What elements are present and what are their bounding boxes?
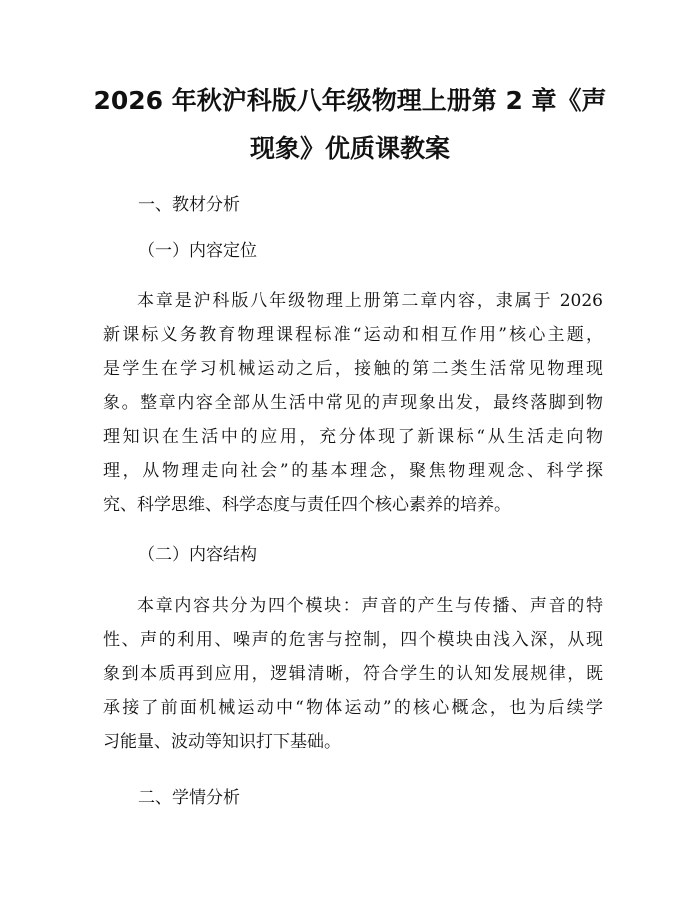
paragraph-line: 本章内容共分为四个模块：声音的产生与传播、声音的特 bbox=[137, 596, 603, 616]
document-title-line-2: 现象》优质课教案 bbox=[249, 134, 450, 163]
document-title-line-1: 2026 年秋沪科版八年级物理上册第 2 章《声 bbox=[93, 86, 607, 115]
subsection-heading-content-positioning: （一）内容定位 bbox=[138, 241, 257, 261]
paragraph-line: 象到本质再到应用，逻辑清晰，符合学生的认知发展规律，既 bbox=[103, 664, 603, 684]
paragraph-line: 性、声的利用、噪声的危害与控制，四个模块由浅入深，从现 bbox=[103, 630, 603, 650]
paragraph-line: 象。整章内容全部从生活中常见的声现象出发，最终落脚到物 bbox=[103, 393, 603, 413]
subsection-heading-content-structure: （二）内容结构 bbox=[138, 545, 257, 565]
paragraph-line: 新课标义务教育物理课程标准“运动和相互作用”核心主题， bbox=[103, 325, 603, 345]
paragraph-line: 理，从物理走向社会”的基本理念，聚焦物理观念、科学探 bbox=[103, 461, 603, 481]
paragraph-line: 承接了前面机械运动中“物体运动”的核心概念，也为后续学 bbox=[103, 698, 603, 718]
paragraph-content-structure bbox=[103, 595, 603, 765]
paragraph-line: 是学生在学习机械运动之后，接触的第二类生活常见物理现 bbox=[103, 359, 603, 379]
paragraph-line: 习能量、波动等知识打下基础。 bbox=[103, 732, 341, 752]
paragraph-content-positioning bbox=[103, 290, 603, 528]
paragraph-line: 理知识在生活中的应用，充分体现了新课标“从生活走向物 bbox=[103, 427, 603, 447]
paragraph-line: 究、科学思维、科学态度与责任四个核心素养的培养。 bbox=[103, 495, 511, 515]
section-heading-textbook-analysis: 一、教材分析 bbox=[138, 195, 240, 215]
paragraph-line: 本章是沪科版八年级物理上册第二章内容，隶属于 2026 bbox=[137, 291, 603, 311]
section-heading-student-analysis: 二、学情分析 bbox=[138, 788, 240, 808]
